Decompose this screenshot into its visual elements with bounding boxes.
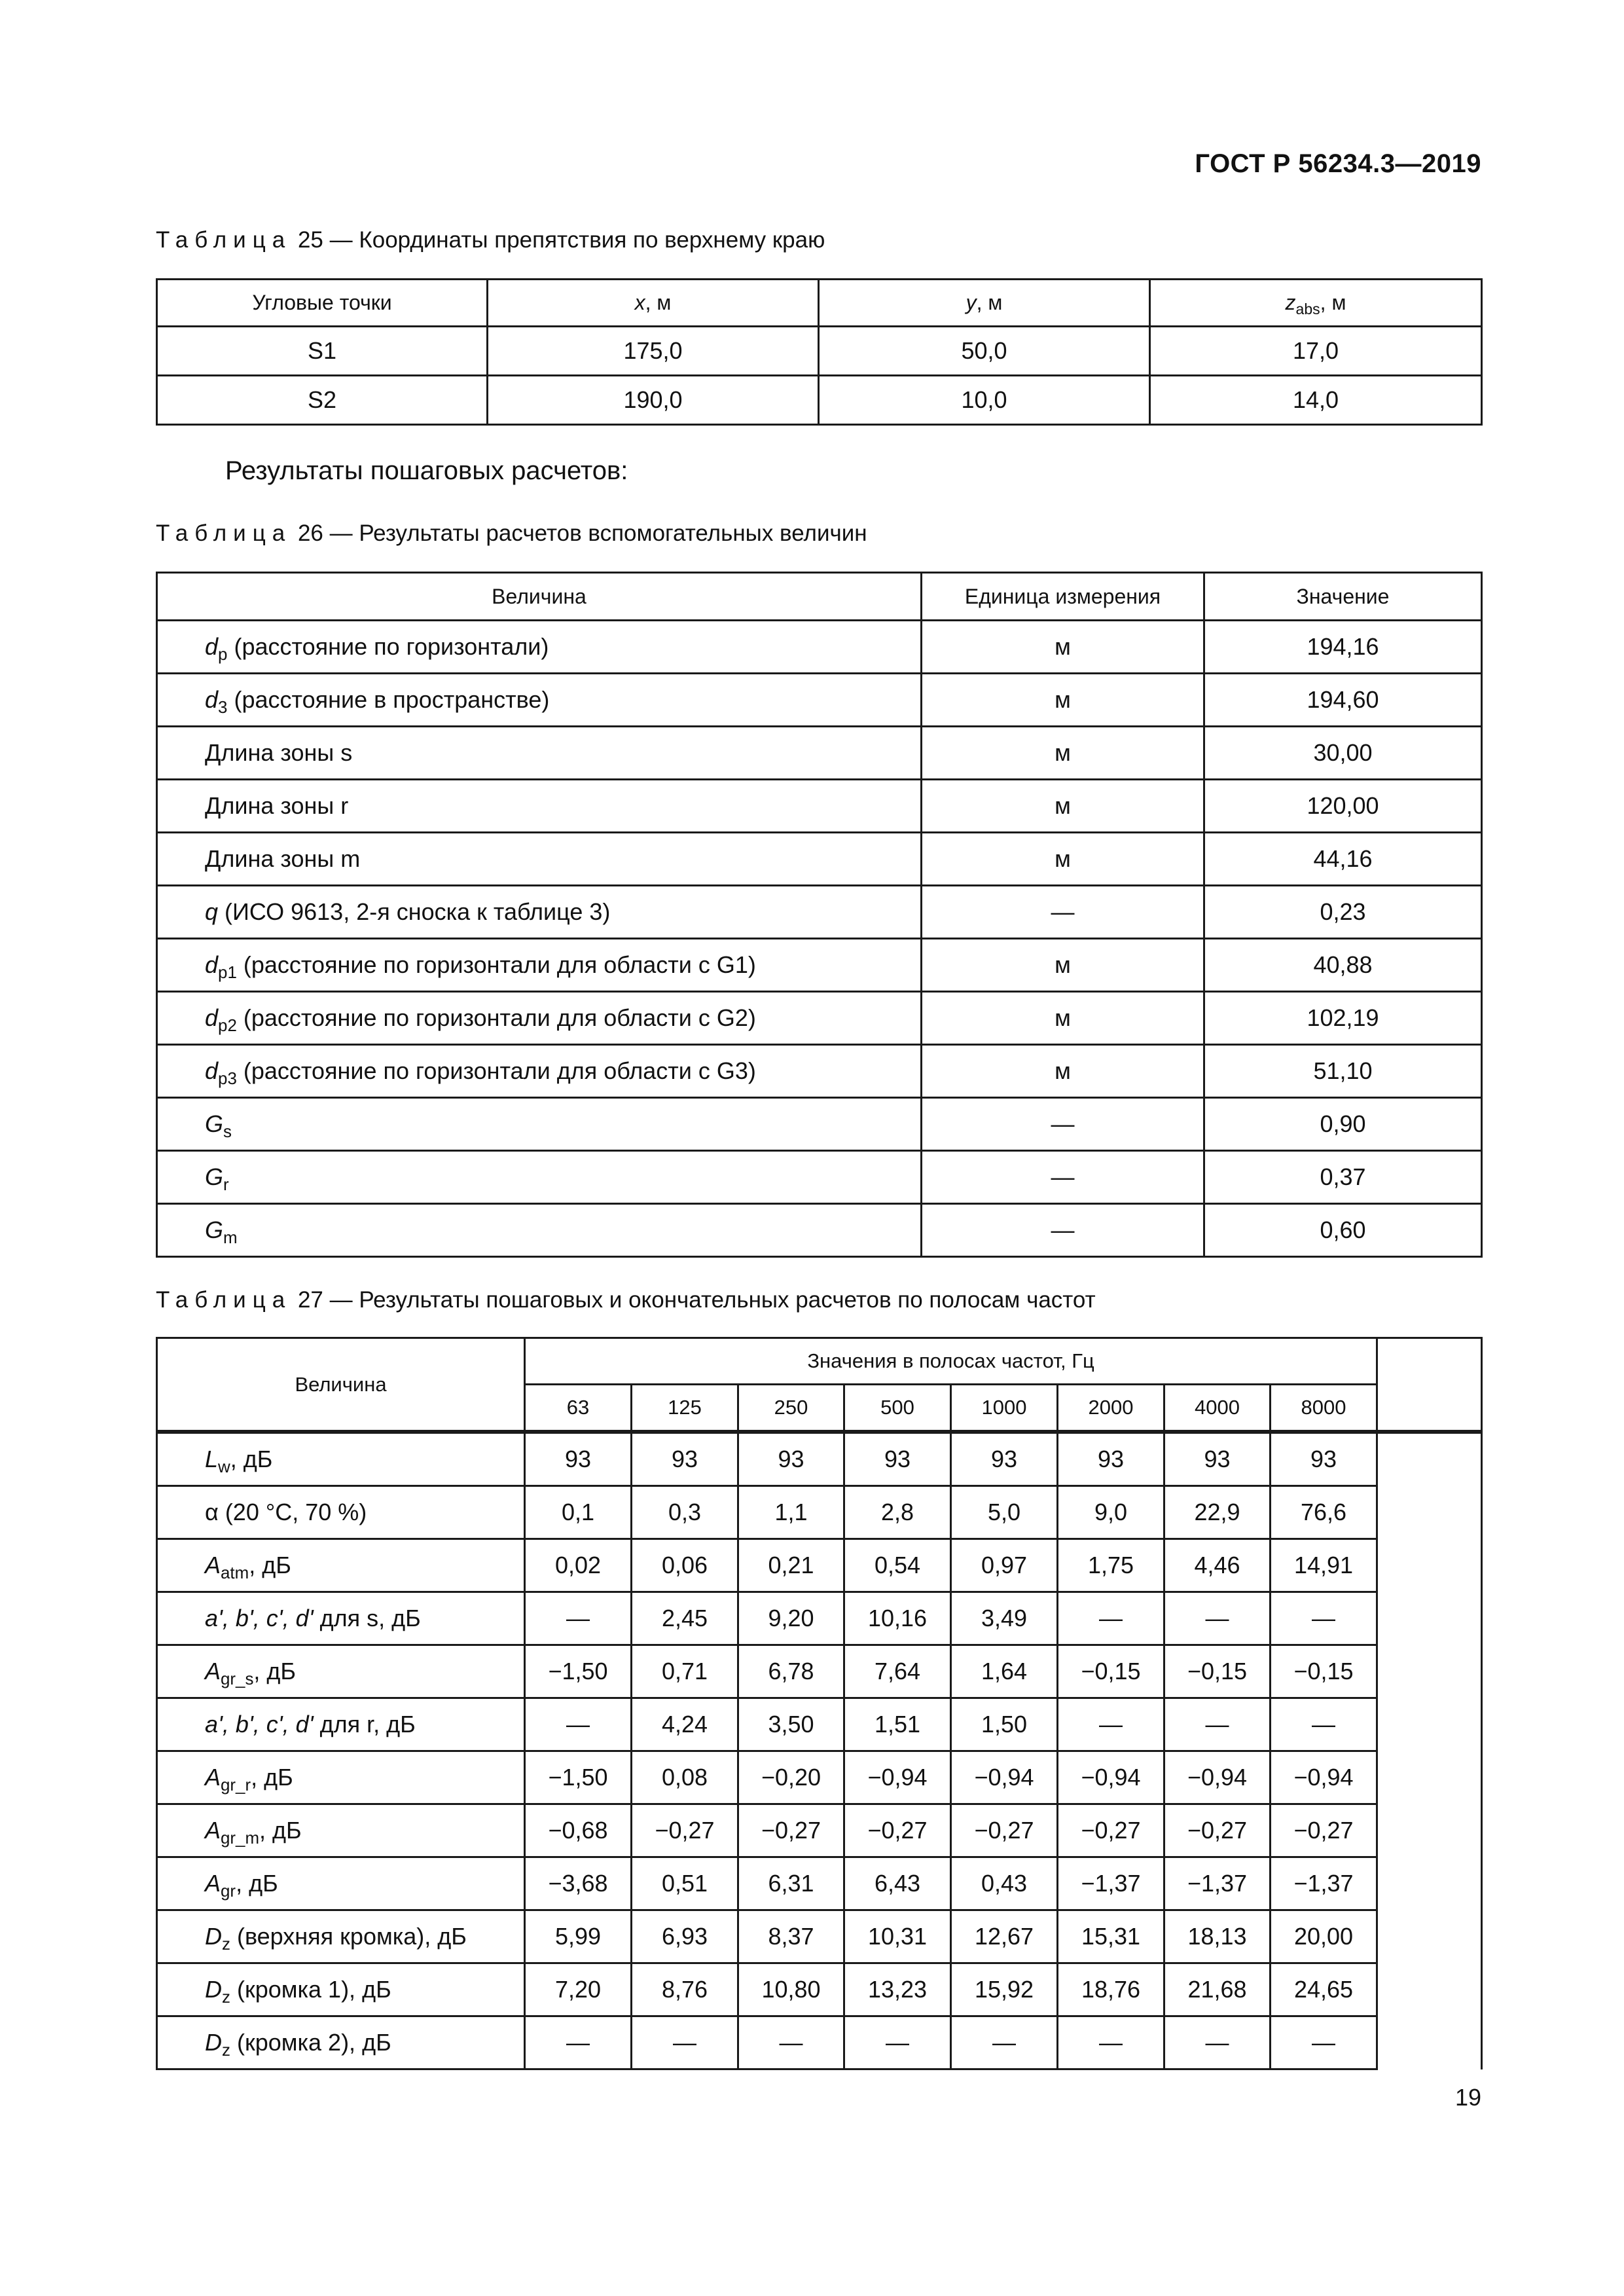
description: Длина зоны r [205, 792, 349, 819]
cell-empty [1377, 1698, 1482, 1751]
table-row [157, 376, 1482, 425]
symbol: d [205, 633, 219, 660]
cell-band-value: 0,02 [525, 1539, 632, 1592]
cell-band-value: — [738, 2016, 844, 2069]
description: , дБ [249, 1552, 291, 1578]
cell-band-value: 1,51 [844, 1698, 951, 1751]
cell-band-value: 93 [844, 1432, 951, 1486]
cell-band-value: 9,0 [1058, 1486, 1164, 1539]
cell-quantity [157, 833, 922, 886]
cell-band-value: 93 [1271, 1432, 1377, 1486]
cell-empty [1377, 1645, 1482, 1698]
cell-z: 17,0 [1150, 327, 1482, 376]
cell-band-value: −0,15 [1271, 1645, 1377, 1698]
cell-band-value: 7,20 [525, 1963, 632, 2016]
table-row [157, 1151, 1482, 1204]
symbol: A [205, 1870, 221, 1897]
cell-band-value: −3,68 [525, 1857, 632, 1910]
cell-band-value: 93 [1058, 1432, 1164, 1486]
cell-quantity [157, 1539, 525, 1592]
cell-band-value: −0,27 [738, 1804, 844, 1857]
description: , дБ [230, 1446, 273, 1472]
cell-unit: м [922, 1045, 1204, 1098]
band-header: 250 [738, 1385, 844, 1432]
table-row [157, 1592, 1482, 1645]
cell-x: 190,0 [488, 376, 819, 425]
header-quantity: Величина [157, 1338, 525, 1432]
auxiliary-values-table [156, 572, 1483, 1258]
table-row [157, 1645, 1482, 1698]
cell-unit: м [922, 621, 1204, 674]
cell-band-value: −0,94 [844, 1751, 951, 1804]
description: α (20 °C, 70 %) [205, 1499, 367, 1525]
cell-quantity [157, 1698, 525, 1751]
description: (расстояние по горизонтали для области с G1) [236, 951, 756, 978]
header-unit: Единица измерения [922, 573, 1204, 621]
cell-empty [1377, 1857, 1482, 1910]
subscript: 3 [218, 698, 228, 717]
table-row [157, 727, 1482, 780]
cell-band-value: 0,71 [632, 1645, 738, 1698]
cell-empty [1377, 1432, 1482, 1486]
cell-empty [1377, 1751, 1482, 1804]
cell-band-value: −0,94 [951, 1751, 1058, 1804]
cell-quantity [157, 992, 922, 1045]
subscript: m [223, 1228, 238, 1247]
table-row [157, 1910, 1482, 1963]
subscript: z [222, 2041, 230, 2060]
cell-band-value: — [1271, 1592, 1377, 1645]
cell-band-value: 0,51 [632, 1857, 738, 1910]
cell-band-value: 93 [738, 1432, 844, 1486]
cell-band-value: 10,16 [844, 1592, 951, 1645]
subscript: gr_s [221, 1669, 254, 1688]
cell-quantity [157, 1804, 525, 1857]
cell-band-value: — [951, 2016, 1058, 2069]
cell-quantity [157, 1432, 525, 1486]
cell-value: 194,16 [1204, 621, 1482, 674]
cell-band-value: 1,1 [738, 1486, 844, 1539]
description: (кромка 2), дБ [230, 2029, 391, 2056]
table-row [157, 780, 1482, 833]
cell-value: 40,88 [1204, 939, 1482, 992]
band-header: 500 [844, 1385, 951, 1432]
cell-band-value: 0,54 [844, 1539, 951, 1592]
table-title: 25 — Координаты препятствия по верхнему краю [297, 227, 825, 253]
cell-band-value: −0,15 [1058, 1645, 1164, 1698]
cell-band-value: −1,37 [1058, 1857, 1164, 1910]
table-title: 27 — Результаты пошаговых и окончательных расчетов по полосам частот [297, 1287, 1096, 1313]
cell-value: 102,19 [1204, 992, 1482, 1045]
symbol: d [205, 951, 219, 978]
cell-band-value: 5,0 [951, 1486, 1058, 1539]
cell-band-value: −0,27 [1058, 1804, 1164, 1857]
table-row [157, 2016, 1482, 2069]
band-header: 63 [525, 1385, 632, 1432]
description: (кромка 1), дБ [230, 1976, 391, 2003]
symbol: A [205, 1817, 221, 1844]
table-row [157, 1045, 1482, 1098]
symbol: G [205, 1163, 224, 1190]
subscript: atm [221, 1563, 249, 1582]
symbol: D [205, 1923, 222, 1950]
cell-band-value: −0,27 [1164, 1804, 1271, 1857]
obstacle-coordinates-table [156, 278, 1483, 426]
cell-quantity [157, 1910, 525, 1963]
table-row [157, 1539, 1482, 1592]
cell-band-value: 14,91 [1271, 1539, 1377, 1592]
cell-value: 30,00 [1204, 727, 1482, 780]
cell-value: 120,00 [1204, 780, 1482, 833]
cell-band-value: 0,3 [632, 1486, 738, 1539]
symbol: G [205, 1216, 224, 1243]
cell-band-value: 15,92 [951, 1963, 1058, 2016]
cell-band-value: 9,20 [738, 1592, 844, 1645]
header-bands-title: Значения в полосах частот, Гц [525, 1338, 1377, 1385]
table-header-row [157, 280, 1482, 327]
cell-value: 194,60 [1204, 674, 1482, 727]
band-header: 2000 [1058, 1385, 1164, 1432]
description: Длина зоны m [205, 845, 361, 872]
cell-band-value: −1,50 [525, 1645, 632, 1698]
header-x: x, м [488, 280, 819, 327]
cell-unit: м [922, 780, 1204, 833]
symbol: D [205, 1976, 222, 2003]
table-row [157, 939, 1482, 992]
cell-unit: — [922, 1151, 1204, 1204]
table-27-caption [156, 1287, 1096, 1313]
cell-band-value: −0,15 [1164, 1645, 1271, 1698]
cell-band-value: 2,45 [632, 1592, 738, 1645]
subscript: p2 [218, 1016, 237, 1035]
cell-band-value: — [1058, 1592, 1164, 1645]
table-label: Таблица [156, 520, 292, 546]
cell-band-value: 4,46 [1164, 1539, 1271, 1592]
cell-quantity [157, 939, 922, 992]
description: (расстояние в пространстве) [227, 686, 550, 713]
cell-quantity [157, 780, 922, 833]
symbol: L [205, 1446, 219, 1472]
cell-empty [1377, 1539, 1482, 1592]
cell-value: 0,90 [1204, 1098, 1482, 1151]
cell-band-value: 6,31 [738, 1857, 844, 1910]
cell-quantity [157, 1045, 922, 1098]
description: (расстояние по горизонтали для области с G3) [236, 1057, 756, 1084]
table-row [157, 674, 1482, 727]
cell-band-value: 5,99 [525, 1910, 632, 1963]
cell-band-value: 93 [632, 1432, 738, 1486]
cell-band-value: −0,27 [844, 1804, 951, 1857]
header-quantity: Величина [157, 573, 922, 621]
subscript: z [222, 1988, 230, 2007]
cell-quantity [157, 1963, 525, 2016]
cell-band-value: −0,27 [1271, 1804, 1377, 1857]
cell-empty [1377, 1592, 1482, 1645]
cell-empty [1377, 1486, 1482, 1539]
description: (расстояние по горизонтали) [227, 633, 549, 660]
cell-quantity [157, 1486, 525, 1539]
cell-y: 50,0 [819, 327, 1150, 376]
table-row [157, 1698, 1482, 1751]
description: для s, дБ [313, 1605, 421, 1631]
cell-band-value: −1,50 [525, 1751, 632, 1804]
cell-value: 0,37 [1204, 1151, 1482, 1204]
subscript: gr_m [221, 1829, 260, 1848]
cell-band-value: 18,13 [1164, 1910, 1271, 1963]
cell-band-value: 1,50 [951, 1698, 1058, 1751]
symbol: A [205, 1658, 221, 1685]
cell-quantity [157, 674, 922, 727]
table-row [157, 833, 1482, 886]
cell-band-value: 93 [1164, 1432, 1271, 1486]
table-header-row [157, 1338, 1482, 1385]
cell-quantity [157, 1645, 525, 1698]
table-25-caption [156, 227, 825, 253]
cell-band-value: — [525, 2016, 632, 2069]
cell-band-value: 8,76 [632, 1963, 738, 2016]
cell-band-value: 0,21 [738, 1539, 844, 1592]
table-label: Таблица [156, 227, 292, 253]
cell-empty [1377, 1804, 1482, 1857]
table-row [157, 621, 1482, 674]
cell-band-value: — [1271, 2016, 1377, 2069]
cell-band-value: 0,06 [632, 1539, 738, 1592]
table-row [157, 1751, 1482, 1804]
cell-band-value: — [1164, 1698, 1271, 1751]
table-row [157, 1804, 1482, 1857]
subscript: z [222, 1935, 230, 1954]
cell-band-value: 22,9 [1164, 1486, 1271, 1539]
symbol: d [205, 686, 219, 713]
cell-unit: м [922, 939, 1204, 992]
cell-unit: — [922, 886, 1204, 939]
cell-band-value: −1,37 [1271, 1857, 1377, 1910]
step-results-paragraph: Результаты пошаговых расчетов: [225, 456, 628, 485]
cell-band-value: — [1164, 1592, 1271, 1645]
cell-band-value: −0,20 [738, 1751, 844, 1804]
cell-band-value: — [1271, 1698, 1377, 1751]
cell-band-value: 7,64 [844, 1645, 951, 1698]
cell-quantity [157, 621, 922, 674]
symbol: a', b', c', d' [205, 1711, 314, 1738]
symbol: D [205, 2029, 222, 2056]
cell-band-value: — [1058, 2016, 1164, 2069]
subscript: p1 [218, 963, 237, 982]
subscript: s [223, 1122, 232, 1141]
cell-band-value: 13,23 [844, 1963, 951, 2016]
cell-band-value: 12,67 [951, 1910, 1058, 1963]
description: , дБ [253, 1658, 297, 1685]
cell-quantity [157, 2016, 525, 2069]
cell-band-value: 93 [951, 1432, 1058, 1486]
header-value: Значение [1204, 573, 1482, 621]
frequency-band-results-table [156, 1337, 1483, 2070]
cell-band-value: — [525, 1698, 632, 1751]
description: (верхняя кромка), дБ [230, 1923, 467, 1950]
band-header: 125 [632, 1385, 738, 1432]
description: , дБ [259, 1817, 302, 1844]
cell-band-value: 6,43 [844, 1857, 951, 1910]
cell-y: 10,0 [819, 376, 1150, 425]
table-header-row [157, 573, 1482, 621]
description: (расстояние по горизонтали для области с G2) [236, 1004, 756, 1031]
cell-band-value: 10,31 [844, 1910, 951, 1963]
cell-band-value: 6,93 [632, 1910, 738, 1963]
table-row [157, 327, 1482, 376]
cell-band-value: −0,94 [1058, 1751, 1164, 1804]
description: для r, дБ [313, 1711, 416, 1738]
cell-unit: м [922, 674, 1204, 727]
subscript: p [218, 645, 228, 664]
cell-band-value: 24,65 [1271, 1963, 1377, 2016]
cell-band-value: 3,50 [738, 1698, 844, 1751]
cell-band-value: 6,78 [738, 1645, 844, 1698]
table-row [157, 1098, 1482, 1151]
cell-band-value: 18,76 [1058, 1963, 1164, 2016]
table-26-caption [156, 520, 867, 547]
cell-band-value: 0,97 [951, 1539, 1058, 1592]
document-id-header: ГОСТ Р 56234.3—2019 [1195, 149, 1481, 178]
cell-quantity [157, 1751, 525, 1804]
cell-value: 51,10 [1204, 1045, 1482, 1098]
cell-empty [1377, 2016, 1482, 2069]
cell-band-value: — [1058, 1698, 1164, 1751]
cell-band-value: 10,80 [738, 1963, 844, 2016]
subscript: w [218, 1457, 230, 1476]
cell-band-value: −1,37 [1164, 1857, 1271, 1910]
cell-unit: — [922, 1098, 1204, 1151]
cell-z: 14,0 [1150, 376, 1482, 425]
cell-band-value: — [525, 1592, 632, 1645]
cell-band-value: 15,31 [1058, 1910, 1164, 1963]
cell-band-value: −0,27 [632, 1804, 738, 1857]
header-extra-column [1377, 1338, 1482, 1432]
cell-quantity [157, 727, 922, 780]
symbol: A [205, 1764, 221, 1791]
cell-band-value: 8,37 [738, 1910, 844, 1963]
table-label: Таблица [156, 1287, 292, 1313]
symbol: A [205, 1552, 221, 1578]
cell-band-value: 76,6 [1271, 1486, 1377, 1539]
symbol: d [205, 1004, 219, 1031]
cell-quantity [157, 1592, 525, 1645]
symbol: a', b', c', d' [205, 1605, 314, 1631]
cell-band-value: −0,94 [1271, 1751, 1377, 1804]
cell-quantity [157, 1151, 922, 1204]
header-corner-points: Угловые точки [157, 280, 488, 327]
cell-unit: м [922, 727, 1204, 780]
table-row [157, 1432, 1482, 1486]
table-row [157, 992, 1482, 1045]
description: (ИСО 9613, 2-я сноска к таблице 3) [218, 898, 611, 925]
header-z-abs: $z_{abs}$, м [1150, 280, 1482, 327]
symbol: d [205, 1057, 219, 1084]
cell-band-value: −0,68 [525, 1804, 632, 1857]
cell-unit: м [922, 992, 1204, 1045]
symbol: G [205, 1110, 224, 1137]
cell-band-value: 0,08 [632, 1751, 738, 1804]
description: , дБ [251, 1764, 293, 1791]
cell-band-value: 21,68 [1164, 1963, 1271, 2016]
cell-quantity [157, 1204, 922, 1257]
band-header: 4000 [1164, 1385, 1271, 1432]
band-header: 8000 [1271, 1385, 1377, 1432]
cell-band-value: — [632, 2016, 738, 2069]
cell-empty [1377, 1910, 1482, 1963]
cell-band-value: 4,24 [632, 1698, 738, 1751]
cell-quantity [157, 1098, 922, 1151]
cell-band-value: 1,75 [1058, 1539, 1164, 1592]
symbol: q [205, 898, 219, 925]
cell-band-value: 0,1 [525, 1486, 632, 1539]
cell-band-value: — [844, 2016, 951, 2069]
subscript: gr [221, 1882, 236, 1901]
cell-value: 0,60 [1204, 1204, 1482, 1257]
cell-value: 0,23 [1204, 886, 1482, 939]
subscript: gr_r [221, 1776, 251, 1795]
description: , дБ [236, 1870, 278, 1897]
cell-band-value: 3,49 [951, 1592, 1058, 1645]
cell-band-value: — [1164, 2016, 1271, 2069]
cell-band-value: 20,00 [1271, 1910, 1377, 1963]
header-y: y, м [819, 280, 1150, 327]
cell-unit: — [922, 1204, 1204, 1257]
cell-x: 175,0 [488, 327, 819, 376]
table-row [157, 1486, 1482, 1539]
band-header: 1000 [951, 1385, 1058, 1432]
cell-value: 44,16 [1204, 833, 1482, 886]
table-row [157, 886, 1482, 939]
cell-band-value: −0,27 [951, 1804, 1058, 1857]
cell-band-value: 1,64 [951, 1645, 1058, 1698]
cell-point: S2 [157, 376, 488, 425]
page-number: 19 [1454, 2084, 1481, 2111]
cell-quantity [157, 1857, 525, 1910]
table-row [157, 1857, 1482, 1910]
cell-band-value: 93 [525, 1432, 632, 1486]
table-row [157, 1963, 1482, 2016]
subscript: p3 [218, 1069, 237, 1088]
description: Длина зоны s [205, 739, 353, 766]
cell-empty [1377, 1963, 1482, 2016]
cell-band-value: 0,43 [951, 1857, 1058, 1910]
cell-band-value: 2,8 [844, 1486, 951, 1539]
cell-quantity [157, 886, 922, 939]
cell-unit: м [922, 833, 1204, 886]
cell-point: S1 [157, 327, 488, 376]
table-row [157, 1204, 1482, 1257]
subscript: r [223, 1175, 229, 1194]
cell-band-value: −0,94 [1164, 1751, 1271, 1804]
table-title: 26 — Результаты расчетов вспомогательных величин [297, 520, 867, 546]
